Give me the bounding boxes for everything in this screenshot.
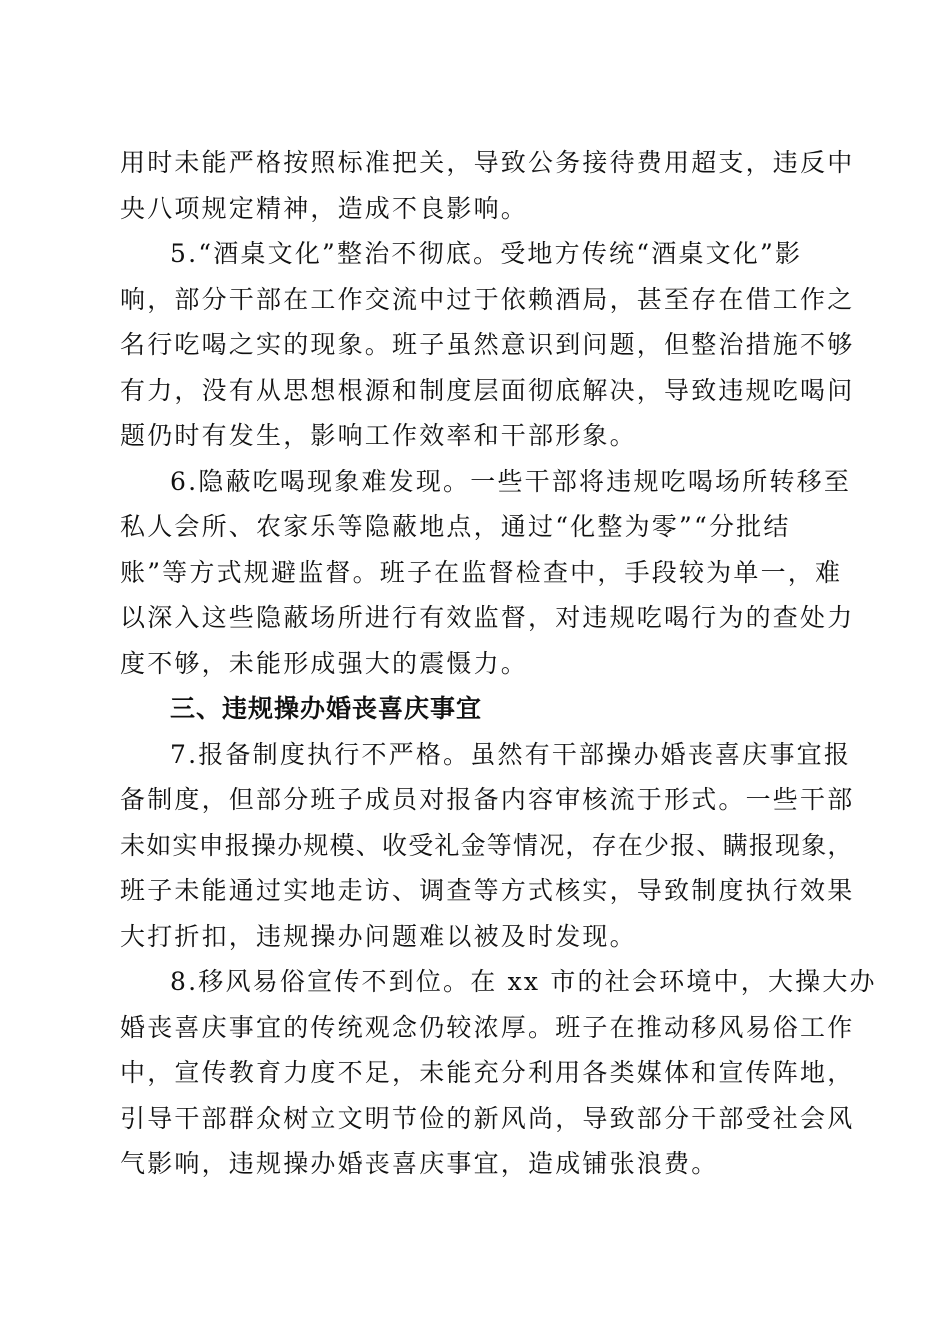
text-line: 气影响，违规操办婚丧喜庆事宜，造成铺张浪费。 — [120, 1149, 719, 1178]
text-line: 未如实申报操办规模、收受礼金等情况，存在少报、瞒报现象， — [120, 831, 854, 860]
text-line: 班子未能通过实地走访、调查等方式核实，导致制度执行效果 — [120, 876, 855, 905]
text-line: 账”等方式规避监督。班子在监督检查中，手段较为单一，难 — [120, 558, 843, 587]
paragraph-5-start: 5.“酒桌文化”整治不彻底。受地方传统“酒桌文化”影 — [170, 239, 803, 268]
text-line: 度不够，未能形成强大的震慑力。 — [120, 649, 529, 678]
text-line: 央八项规定精神，造成不良影响。 — [120, 194, 529, 223]
text-line: 中，宣传教育力度不足，未能充分利用各类媒体和宣传阵地， — [120, 1058, 855, 1087]
text-line: 私人会所、农家乐等隐蔽地点，通过“化整为零”“分批结 — [120, 512, 791, 541]
paragraph-6-start: 6.隐蔽吃喝现象难发现。一些干部将违规吃喝场所转移至 — [170, 467, 852, 496]
text-line: 名行吃喝之实的现象。班子虽然意识到问题，但整治措施不够 — [120, 330, 855, 359]
section-heading: 三、违规操办婚丧喜庆事宜 — [170, 694, 483, 723]
text-line: 有力，没有从思想根源和制度层面彻底解决，导致违规吃喝问 — [120, 376, 855, 405]
paragraph-8-start: 8.移风易俗宣传不到位。在 xx 市的社会环境中，大操大办 — [170, 967, 877, 996]
text-line: 用时未能严格按照标准把关，导致公务接待费用超支，违反中 — [120, 148, 855, 177]
text-line: 备制度，但部分班子成员对报备内容审核流于形式。一些干部 — [120, 785, 855, 814]
text-line: 婚丧喜庆事宜的传统观念仍较浓厚。班子在推动移风易俗工作 — [120, 1013, 855, 1042]
text-line: 大打折扣，违规操办问题难以被及时发现。 — [120, 922, 637, 951]
text-line: 响，部分干部在工作交流中过于依赖酒局，甚至存在借工作之 — [120, 285, 855, 314]
text-line: 题仍时有发生，影响工作效率和干部形象。 — [120, 421, 637, 450]
text-line: 以深入这些隐蔽场所进行有效监督，对违规吃喝行为的查处力 — [120, 603, 855, 632]
paragraph-7-start: 7.报备制度执行不严格。虽然有干部操办婚丧喜庆事宜报 — [170, 740, 852, 769]
text-line: 引导干部群众树立文明节俭的新风尚，导致部分干部受社会风 — [120, 1104, 855, 1133]
